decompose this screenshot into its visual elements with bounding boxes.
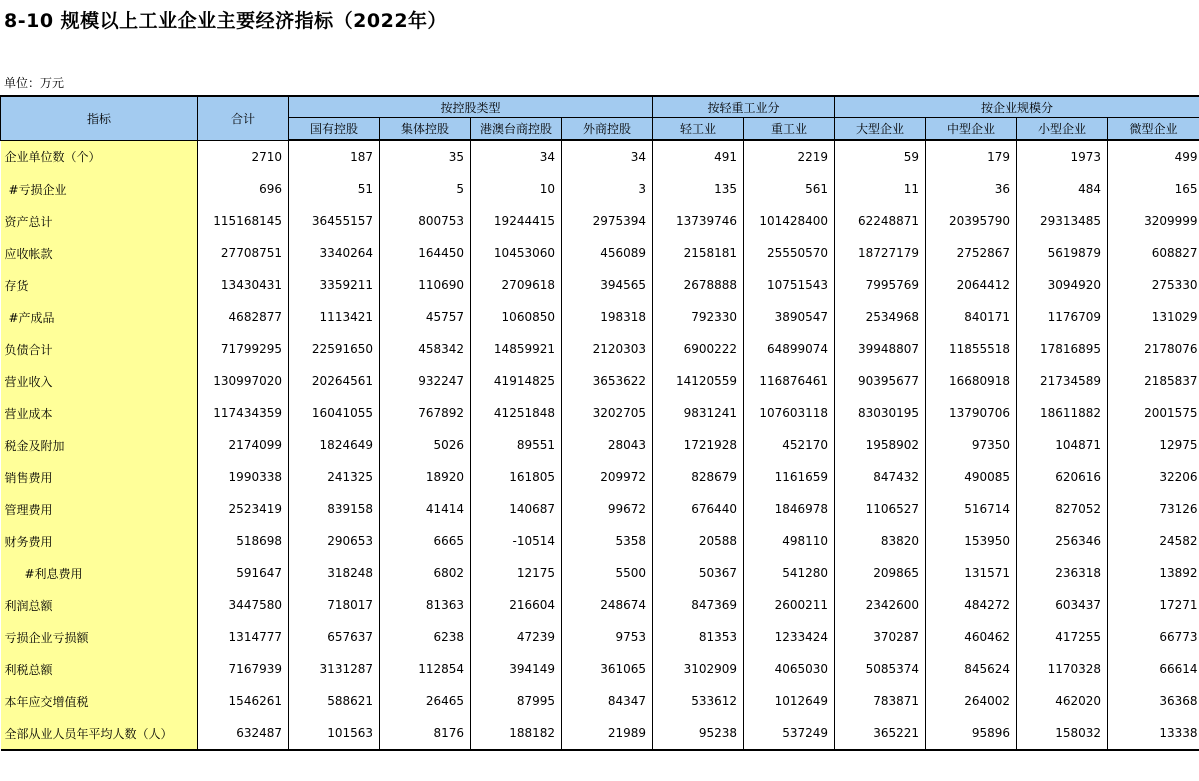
- table-cell: 603437: [1017, 589, 1108, 621]
- table-cell: 5500: [562, 557, 653, 589]
- table-cell: 179: [926, 140, 1017, 173]
- table-cell: 13892: [1108, 557, 1199, 589]
- table-cell: 26465: [380, 685, 471, 717]
- table-cell: 32206: [1108, 461, 1199, 493]
- table-cell: 847432: [835, 461, 926, 493]
- table-cell: 1012649: [744, 685, 835, 717]
- table-row: [1, 685, 1199, 717]
- table-cell: 140687: [471, 493, 562, 525]
- table-cell: 95896: [926, 717, 1017, 750]
- table-cell: 839158: [289, 493, 380, 525]
- table-cell: 767892: [380, 397, 471, 429]
- table-cell: 28043: [562, 429, 653, 461]
- table-cell: 370287: [835, 621, 926, 653]
- table-cell: 256346: [1017, 525, 1108, 557]
- table-cell: 116876461: [744, 365, 835, 397]
- table-cell: 73126: [1108, 493, 1199, 525]
- table-cell: 275330: [1108, 269, 1199, 301]
- indicator-table: [0, 95, 1199, 751]
- table-cell: 21734589: [1017, 365, 1108, 397]
- table-cell: 1846978: [744, 493, 835, 525]
- table-cell: 1824649: [289, 429, 380, 461]
- table-cell: 18920: [380, 461, 471, 493]
- table-row: [1, 173, 1199, 205]
- table-cell: 12175: [471, 557, 562, 589]
- table-row: [1, 397, 1199, 429]
- table-cell: 2219: [744, 140, 835, 173]
- table-cell: -10514: [471, 525, 562, 557]
- table-cell: 8176: [380, 717, 471, 750]
- table-cell: 460462: [926, 621, 1017, 653]
- table-cell: 9753: [562, 621, 653, 653]
- table-cell: 2975394: [562, 205, 653, 237]
- table-cell: 20395790: [926, 205, 1017, 237]
- table-cell: 84347: [562, 685, 653, 717]
- table-cell: 1170328: [1017, 653, 1108, 685]
- table-cell: 5: [380, 173, 471, 205]
- row-label: 税金及附加: [1, 429, 198, 461]
- header-medium: 中型企业: [926, 118, 1017, 141]
- table-cell: 21989: [562, 717, 653, 750]
- table-cell: 36: [926, 173, 1017, 205]
- table-cell: 828679: [653, 461, 744, 493]
- header-total: 合计: [198, 96, 289, 140]
- table-cell: 18611882: [1017, 397, 1108, 429]
- table-row: [1, 140, 1199, 173]
- header-collective: 集体控股: [380, 118, 471, 141]
- row-label: 资产总计: [1, 205, 198, 237]
- table-cell: 11: [835, 173, 926, 205]
- table-cell: 89551: [471, 429, 562, 461]
- row-label: 财务费用: [1, 525, 198, 557]
- table-cell: 1546261: [198, 685, 289, 717]
- row-label: 亏损企业亏损额: [1, 621, 198, 653]
- header-hk-macao-taiwan: 港澳台商控股: [471, 118, 562, 141]
- table-cell: 209865: [835, 557, 926, 589]
- row-label: 营业收入: [1, 365, 198, 397]
- table-row: [1, 525, 1199, 557]
- table-cell: 3209999: [1108, 205, 1199, 237]
- table-cell: 153950: [926, 525, 1017, 557]
- table-cell: 845624: [926, 653, 1017, 685]
- table-cell: 24582: [1108, 525, 1199, 557]
- table-cell: 29313485: [1017, 205, 1108, 237]
- table-cell: 22591650: [289, 333, 380, 365]
- table-cell: 41251848: [471, 397, 562, 429]
- table-cell: 5026: [380, 429, 471, 461]
- row-label: #利息费用: [1, 557, 198, 589]
- table-cell: 131571: [926, 557, 1017, 589]
- table-cell: 248674: [562, 589, 653, 621]
- table-cell: 718017: [289, 589, 380, 621]
- table-cell: 792330: [653, 301, 744, 333]
- table-cell: 620616: [1017, 461, 1108, 493]
- table-cell: 827052: [1017, 493, 1108, 525]
- table-cell: 1176709: [1017, 301, 1108, 333]
- table-cell: 71799295: [198, 333, 289, 365]
- table-cell: 632487: [198, 717, 289, 750]
- table-cell: 36368: [1108, 685, 1199, 717]
- table-cell: 41914825: [471, 365, 562, 397]
- table-cell: 318248: [289, 557, 380, 589]
- table-cell: 11855518: [926, 333, 1017, 365]
- table-cell: 1958902: [835, 429, 926, 461]
- table-row: [1, 717, 1199, 750]
- table-cell: 264002: [926, 685, 1017, 717]
- table-cell: 45757: [380, 301, 471, 333]
- table-cell: 498110: [744, 525, 835, 557]
- table-cell: 484272: [926, 589, 1017, 621]
- table-cell: 2534968: [835, 301, 926, 333]
- table-cell: 932247: [380, 365, 471, 397]
- table-cell: 188182: [471, 717, 562, 750]
- table-cell: 241325: [289, 461, 380, 493]
- table-cell: 198318: [562, 301, 653, 333]
- table-cell: 394565: [562, 269, 653, 301]
- table-cell: 1060850: [471, 301, 562, 333]
- table-cell: 66614: [1108, 653, 1199, 685]
- table-cell: 112854: [380, 653, 471, 685]
- table-cell: 6900222: [653, 333, 744, 365]
- table-cell: 3359211: [289, 269, 380, 301]
- row-label: #亏损企业: [1, 173, 198, 205]
- table-cell: 64899074: [744, 333, 835, 365]
- table-cell: 2120303: [562, 333, 653, 365]
- table-cell: 6802: [380, 557, 471, 589]
- table-cell: 13338: [1108, 717, 1199, 750]
- table-cell: 115168145: [198, 205, 289, 237]
- table-cell: 13790706: [926, 397, 1017, 429]
- table-cell: 417255: [1017, 621, 1108, 653]
- table-cell: 18727179: [835, 237, 926, 269]
- table-cell: 36455157: [289, 205, 380, 237]
- table-cell: 2678888: [653, 269, 744, 301]
- table-cell: 452170: [744, 429, 835, 461]
- table-cell: 34: [471, 140, 562, 173]
- table-cell: 110690: [380, 269, 471, 301]
- table-cell: 2342600: [835, 589, 926, 621]
- table-cell: 83820: [835, 525, 926, 557]
- table-cell: 361065: [562, 653, 653, 685]
- table-cell: 41414: [380, 493, 471, 525]
- table-cell: 35: [380, 140, 471, 173]
- table-cell: 236318: [1017, 557, 1108, 589]
- header-light-industry: 轻工业: [653, 118, 744, 141]
- table-cell: 6238: [380, 621, 471, 653]
- table-cell: 13430431: [198, 269, 289, 301]
- table-cell: 39948807: [835, 333, 926, 365]
- table-cell: 499: [1108, 140, 1199, 173]
- table-cell: 107603118: [744, 397, 835, 429]
- table-cell: 3890547: [744, 301, 835, 333]
- table-cell: 1113421: [289, 301, 380, 333]
- table-cell: 676440: [653, 493, 744, 525]
- header-large: 大型企业: [835, 118, 926, 141]
- table-cell: 6665: [380, 525, 471, 557]
- table-cell: 158032: [1017, 717, 1108, 750]
- table-cell: 2178076: [1108, 333, 1199, 365]
- table-cell: 2523419: [198, 493, 289, 525]
- table-row: [1, 269, 1199, 301]
- table-cell: 462020: [1017, 685, 1108, 717]
- table-cell: 20588: [653, 525, 744, 557]
- table-row: [1, 461, 1199, 493]
- table-cell: 458342: [380, 333, 471, 365]
- table-cell: 2174099: [198, 429, 289, 461]
- table-cell: 840171: [926, 301, 1017, 333]
- table-cell: 3340264: [289, 237, 380, 269]
- table-cell: 101428400: [744, 205, 835, 237]
- table-cell: 490085: [926, 461, 1017, 493]
- table-cell: 161805: [471, 461, 562, 493]
- table-cell: 104871: [1017, 429, 1108, 461]
- table-row: [1, 365, 1199, 397]
- table-cell: 12975: [1108, 429, 1199, 461]
- table-cell: 2158181: [653, 237, 744, 269]
- table-cell: 608827: [1108, 237, 1199, 269]
- table-cell: 50367: [653, 557, 744, 589]
- header-group-enterprise-size: 按企业规模分: [835, 96, 1199, 118]
- table-cell: 209972: [562, 461, 653, 493]
- row-label: 负债合计: [1, 333, 198, 365]
- table-cell: 117434359: [198, 397, 289, 429]
- table-cell: 9831241: [653, 397, 744, 429]
- table-cell: 533612: [653, 685, 744, 717]
- table-row: [1, 653, 1199, 685]
- page-title: 8-10 规模以上工业企业主要经济指标（2022年）: [4, 10, 448, 32]
- table-cell: 20264561: [289, 365, 380, 397]
- row-label: 应收帐款: [1, 237, 198, 269]
- table-cell: 696: [198, 173, 289, 205]
- table-cell: 7995769: [835, 269, 926, 301]
- table-cell: 66773: [1108, 621, 1199, 653]
- table-row: [1, 621, 1199, 653]
- table-cell: 365221: [835, 717, 926, 750]
- table-row: [1, 301, 1199, 333]
- table-cell: 1721928: [653, 429, 744, 461]
- table-cell: 10: [471, 173, 562, 205]
- table-cell: 2185837: [1108, 365, 1199, 397]
- table-cell: 2600211: [744, 589, 835, 621]
- table-row: [1, 205, 1199, 237]
- table-cell: 59: [835, 140, 926, 173]
- table-cell: 290653: [289, 525, 380, 557]
- table-row: [1, 589, 1199, 621]
- table-cell: 81353: [653, 621, 744, 653]
- table-cell: 5085374: [835, 653, 926, 685]
- table-cell: 800753: [380, 205, 471, 237]
- header-foreign: 外商控股: [562, 118, 653, 141]
- table-cell: 101563: [289, 717, 380, 750]
- header-small: 小型企业: [1017, 118, 1108, 141]
- row-label: 营业成本: [1, 397, 198, 429]
- row-label: 管理费用: [1, 493, 198, 525]
- table-cell: 657637: [289, 621, 380, 653]
- header-group-ownership: 按控股类型: [289, 96, 653, 118]
- table-cell: 1106527: [835, 493, 926, 525]
- table-cell: 19244415: [471, 205, 562, 237]
- table-cell: 1973: [1017, 140, 1108, 173]
- row-label: 利润总额: [1, 589, 198, 621]
- table-cell: 5358: [562, 525, 653, 557]
- table-cell: 47239: [471, 621, 562, 653]
- table-cell: 516714: [926, 493, 1017, 525]
- table-cell: 847369: [653, 589, 744, 621]
- table-cell: 2752867: [926, 237, 1017, 269]
- table-cell: 3653622: [562, 365, 653, 397]
- row-label: 销售费用: [1, 461, 198, 493]
- table-cell: 591647: [198, 557, 289, 589]
- table-cell: 27708751: [198, 237, 289, 269]
- table-cell: 518698: [198, 525, 289, 557]
- table-cell: 16041055: [289, 397, 380, 429]
- table-cell: 83030195: [835, 397, 926, 429]
- table-cell: 1161659: [744, 461, 835, 493]
- header-indicator: 指标: [1, 96, 198, 140]
- table-cell: 97350: [926, 429, 1017, 461]
- table-cell: 1990338: [198, 461, 289, 493]
- table-cell: 135: [653, 173, 744, 205]
- table-cell: 561: [744, 173, 835, 205]
- table-cell: 131029: [1108, 301, 1199, 333]
- table-cell: 394149: [471, 653, 562, 685]
- table-row: [1, 429, 1199, 461]
- table-cell: 187: [289, 140, 380, 173]
- table-cell: 62248871: [835, 205, 926, 237]
- table-cell: 17271: [1108, 589, 1199, 621]
- table-cell: 130997020: [198, 365, 289, 397]
- table-cell: 1233424: [744, 621, 835, 653]
- table-cell: 484: [1017, 173, 1108, 205]
- table-cell: 541280: [744, 557, 835, 589]
- table-cell: 51: [289, 173, 380, 205]
- table-cell: 13739746: [653, 205, 744, 237]
- table-cell: 10453060: [471, 237, 562, 269]
- row-label: 本年应交增值税: [1, 685, 198, 717]
- table-cell: 783871: [835, 685, 926, 717]
- table-cell: 3: [562, 173, 653, 205]
- table-cell: 95238: [653, 717, 744, 750]
- table-cell: 491: [653, 140, 744, 173]
- header-heavy-industry: 重工业: [744, 118, 835, 141]
- table-cell: 3131287: [289, 653, 380, 685]
- table-row: [1, 493, 1199, 525]
- table-cell: 537249: [744, 717, 835, 750]
- table-row: [1, 333, 1199, 365]
- table-cell: 16680918: [926, 365, 1017, 397]
- table-cell: 3094920: [1017, 269, 1108, 301]
- unit-label: 单位：万元: [4, 76, 65, 90]
- table-cell: 1314777: [198, 621, 289, 653]
- table-cell: 164450: [380, 237, 471, 269]
- table-cell: 10751543: [744, 269, 835, 301]
- table-row: [1, 237, 1199, 269]
- table-cell: 3447580: [198, 589, 289, 621]
- row-label: 全部从业人员年平均人数（人）: [1, 717, 198, 750]
- table-cell: 2001575: [1108, 397, 1199, 429]
- row-label: 存货: [1, 269, 198, 301]
- row-label: 企业单位数（个）: [1, 140, 198, 173]
- table-cell: 5619879: [1017, 237, 1108, 269]
- table-cell: 2064412: [926, 269, 1017, 301]
- table-cell: 2709618: [471, 269, 562, 301]
- table-cell: 99672: [562, 493, 653, 525]
- table-cell: 7167939: [198, 653, 289, 685]
- table-row: [1, 557, 1199, 589]
- table-cell: 588621: [289, 685, 380, 717]
- table-cell: 14859921: [471, 333, 562, 365]
- table-cell: 3202705: [562, 397, 653, 429]
- table-cell: 3102909: [653, 653, 744, 685]
- table-cell: 4682877: [198, 301, 289, 333]
- row-label: #产成品: [1, 301, 198, 333]
- table-cell: 90395677: [835, 365, 926, 397]
- table-cell: 2710: [198, 140, 289, 173]
- table-cell: 25550570: [744, 237, 835, 269]
- table-cell: 216604: [471, 589, 562, 621]
- header-micro: 微型企业: [1108, 118, 1199, 141]
- table-cell: 14120559: [653, 365, 744, 397]
- table-cell: 456089: [562, 237, 653, 269]
- row-label: 利税总额: [1, 653, 198, 685]
- table-cell: 87995: [471, 685, 562, 717]
- table-cell: 165: [1108, 173, 1199, 205]
- table-cell: 4065030: [744, 653, 835, 685]
- table-cell: 81363: [380, 589, 471, 621]
- header-group-industry-weight: 按轻重工业分: [653, 96, 835, 118]
- table-cell: 17816895: [1017, 333, 1108, 365]
- header-state-owned: 国有控股: [289, 118, 380, 141]
- table-cell: 34: [562, 140, 653, 173]
